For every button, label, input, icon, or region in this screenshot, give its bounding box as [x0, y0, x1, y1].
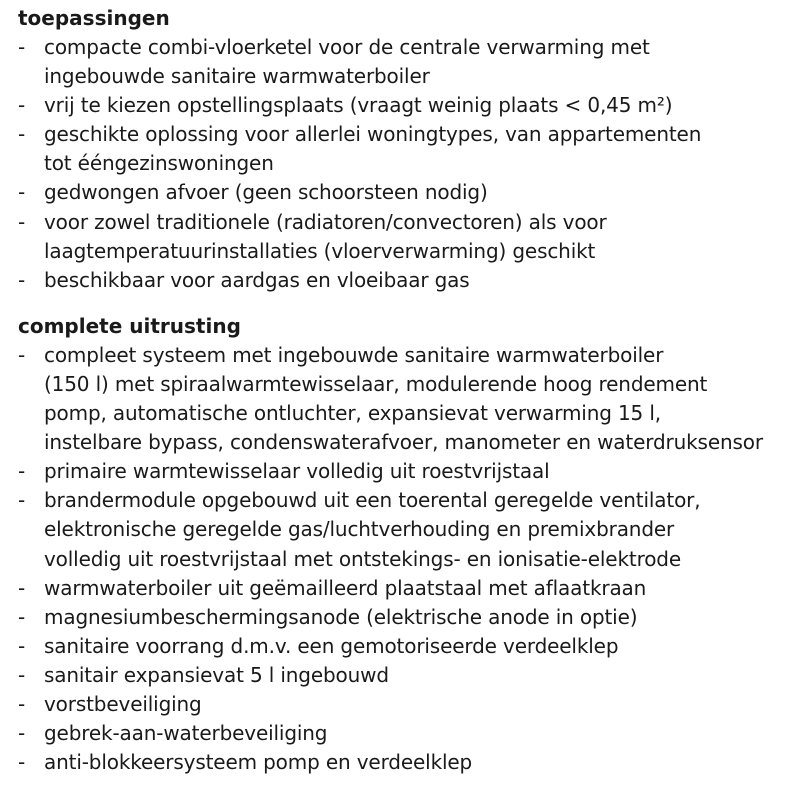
section-complete-uitrusting: [18, 312, 798, 777]
list-item: [18, 486, 798, 573]
document: [18, 4, 798, 777]
list-item-line: warmwaterboiler uit geëmailleerd plaatstaal met aflaatkraan: [44, 575, 647, 600]
bullet-dash: -: [18, 575, 26, 600]
section-toepassingen: [18, 4, 798, 295]
bullet-dash: -: [18, 342, 26, 367]
bullet-dash: -: [18, 267, 26, 292]
list-item-line: instelbare bypass, condenswaterafvoer, manometer en waterdruksensor: [44, 430, 763, 455]
list-item-line: vrij te kiezen opstellingsplaats (vraagt weinig plaats < 0,45 m²): [44, 93, 673, 118]
section-title: complete uitrusting: [18, 313, 241, 338]
list-item-line: elektronische geregelde gas/luchtverhouding en premixbrander: [44, 517, 675, 542]
list-item-line: anti-blokkeersysteem pomp en verdeelklep: [44, 750, 473, 775]
list-item: [18, 603, 798, 632]
list-item: [18, 690, 798, 719]
list-item-line: sanitair expansievat 5 l ingebouwd: [44, 662, 389, 687]
list-item-line: gebrek-aan-waterbeveiliging: [44, 721, 328, 746]
list-item: [18, 33, 798, 91]
list-item: [18, 266, 798, 295]
list-item-line: pomp, automatische ontluchter, expansievat verwarming 15 l,: [44, 401, 661, 426]
bullet-dash: -: [18, 604, 26, 629]
list-item: [18, 574, 798, 603]
list-item-line: geschikte oplossing voor allerlei woningtypes, van appartementen: [44, 122, 702, 147]
list-item-line: tot ééngezinswoningen: [44, 151, 274, 176]
bullet-dash: -: [18, 459, 26, 484]
bullet-dash: -: [18, 488, 26, 513]
list-item: [18, 457, 798, 486]
bullet-dash: -: [18, 180, 26, 205]
list-item-line: laagtemperatuurinstallaties (vloerverwarming) geschikt: [44, 238, 596, 263]
bullet-dash: -: [18, 633, 26, 658]
list-item-line: volledig uit roestvrijstaal met ontstekings- en ionisatie-elektrode: [44, 546, 682, 571]
bullet-dash: -: [18, 721, 26, 746]
bullet-list: [18, 341, 798, 777]
list-item: [18, 178, 798, 207]
list-item-line: brandermodule opgebouwd uit een toerental geregelde ventilator,: [44, 488, 701, 513]
bullet-dash: -: [18, 750, 26, 775]
list-item-line: gedwongen afvoer (geen schoorsteen nodig): [44, 180, 488, 205]
list-item-line: sanitaire voorrang d.m.v. een gemotoriseerde verdeelklep: [44, 633, 619, 658]
list-item: [18, 91, 798, 120]
list-item-line: compacte combi-vloerketel voor de centrale verwarming met: [44, 35, 650, 59]
list-item-line: ingebouwde sanitaire warmwaterboiler: [44, 64, 430, 89]
bullet-list: [18, 33, 798, 295]
bullet-dash: -: [18, 122, 26, 147]
bullet-dash: -: [18, 209, 26, 234]
list-item-line: compleet systeem met ingebouwde sanitaire warmwaterboiler: [44, 342, 664, 367]
list-item-line: magnesiumbeschermingsanode (elektrische anode in optie): [44, 604, 638, 629]
bullet-dash: -: [18, 691, 26, 716]
list-item: [18, 120, 798, 178]
list-item-line: voor zowel traditionele (radiatoren/convectoren) als voor: [44, 209, 607, 234]
list-item: [18, 661, 798, 690]
list-item-line: beschikbaar voor aardgas en vloeibaar gas: [44, 267, 470, 292]
section-title: toepassingen: [18, 6, 170, 30]
bullet-dash: -: [18, 35, 26, 59]
list-item: [18, 719, 798, 748]
list-item: [18, 748, 798, 777]
list-item: [18, 341, 798, 457]
list-item-line: primaire warmtewisselaar volledig uit roestvrijstaal: [44, 459, 550, 484]
list-item-line: (150 l) met spiraalwarmtewisselaar, modulerende hoog rendement: [44, 371, 708, 396]
list-item: [18, 632, 798, 661]
bullet-dash: -: [18, 662, 26, 687]
list-item: [18, 208, 798, 266]
bullet-dash: -: [18, 93, 26, 118]
list-item-line: vorstbeveiliging: [44, 691, 202, 716]
